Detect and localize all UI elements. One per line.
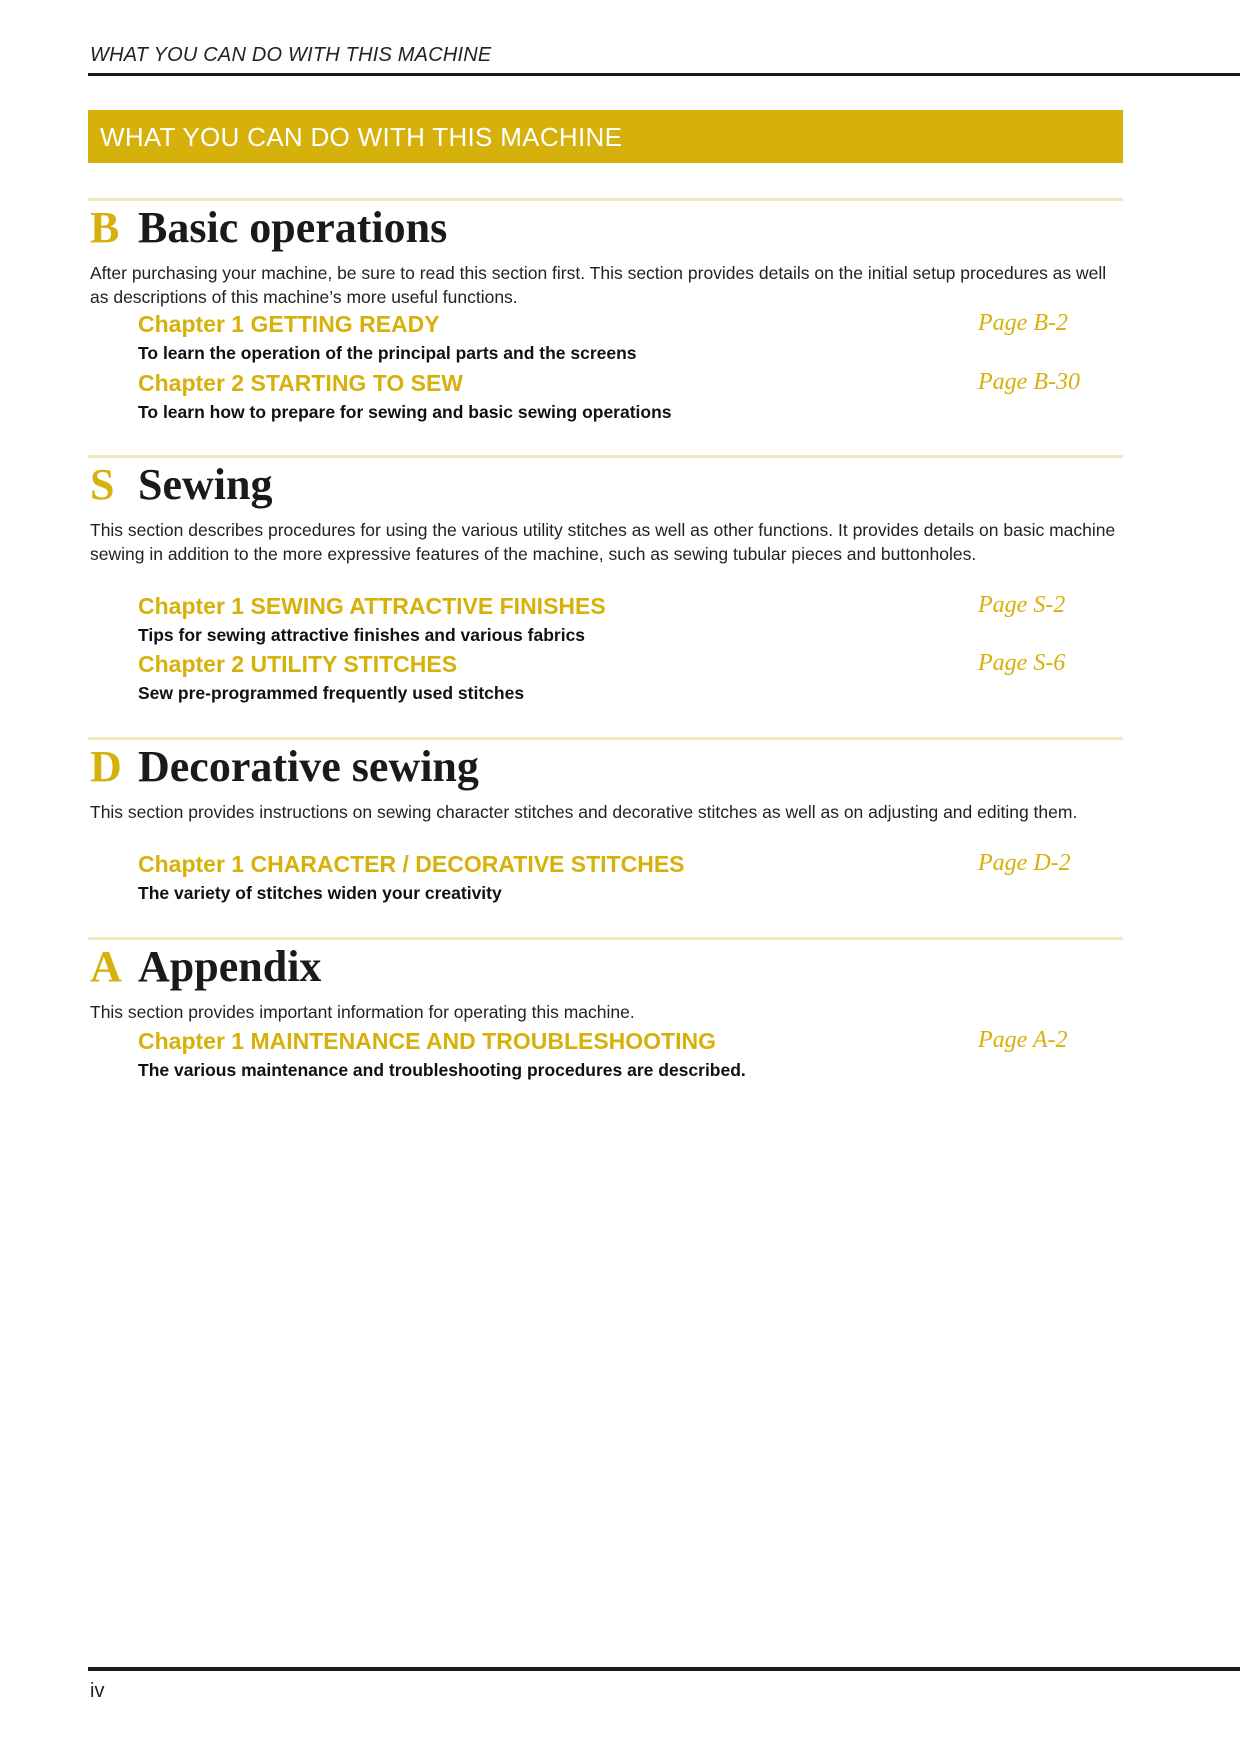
chapter-description: The various maintenance and troubleshooting procedures are described. (138, 1060, 746, 1080)
chapter-description: The variety of stitches widen your creativity (138, 883, 502, 903)
chapter-title[interactable]: Chapter 1 MAINTENANCE AND TROUBLESHOOTING (138, 1028, 716, 1054)
page-banner (88, 110, 1123, 163)
chapter-entry[interactable] (138, 851, 1118, 909)
chapter-title[interactable]: Chapter 1 SEWING ATTRACTIVE FINISHES (138, 593, 606, 619)
chapter-page-ref[interactable]: Page B-30 (978, 369, 1080, 395)
chapter-title[interactable]: Chapter 2 UTILITY STITCHES (138, 651, 458, 677)
section-title: Sewing (138, 460, 273, 509)
running-header: WHAT YOU CAN DO WITH THIS MACHINE (90, 44, 492, 66)
banner-title: WHAT YOU CAN DO WITH THIS MACHINE (100, 122, 623, 152)
section-title: Basic operations (138, 203, 448, 252)
section-heading (90, 941, 321, 993)
chapter-entry[interactable] (138, 311, 1118, 369)
chapter-page-ref[interactable]: Page B-2 (978, 310, 1068, 336)
section-heading (90, 741, 479, 793)
section-letter: A (90, 942, 122, 991)
section-letter: S (90, 460, 115, 509)
chapter-page-ref[interactable]: Page D-2 (978, 850, 1071, 876)
section-decorative-sewing (88, 737, 1123, 917)
section-basic-operations (88, 198, 1123, 428)
chapter-entry[interactable] (138, 1028, 1118, 1086)
section-letter: B (90, 203, 120, 252)
chapter-page-ref[interactable]: Page S-6 (978, 650, 1066, 676)
chapter-title[interactable]: Chapter 1 GETTING READY (138, 311, 440, 337)
section-description: After purchasing your machine, be sure to read this section first. This section provides details on the initial setup procedures as well as descriptions of this machine’s more useful functions. (90, 263, 1107, 307)
page-number: iv (90, 1680, 105, 1702)
section-letter: D (90, 742, 122, 791)
chapter-entry[interactable] (138, 651, 1118, 709)
section-description: This section provides important information for operating this machine. (90, 1002, 635, 1022)
chapter-description: To learn the operation of the principal parts and the screens (138, 343, 637, 363)
section-divider (88, 937, 1123, 940)
section-divider (88, 198, 1123, 201)
section-sewing (88, 455, 1123, 705)
section-divider (88, 455, 1123, 458)
chapter-page-ref[interactable]: Page A-2 (978, 1027, 1068, 1053)
chapter-entry[interactable] (138, 370, 1118, 428)
header-rule (88, 73, 1240, 76)
chapter-description: To learn how to prepare for sewing and basic sewing operations (138, 402, 672, 422)
chapter-title[interactable]: Chapter 2 STARTING TO SEW (138, 370, 464, 396)
section-description: This section describes procedures for using the various utility stitches as well as other functions. It provides details on basic machine sewing in addition to the more expressive features of the machine, such as sewing tubular pieces and buttonholes. (90, 520, 1116, 564)
section-divider (88, 737, 1123, 740)
chapter-description: Tips for sewing attractive finishes and various fabrics (138, 625, 586, 645)
chapter-description: Sew pre-programmed frequently used stitches (138, 683, 525, 703)
chapter-title[interactable]: Chapter 1 CHARACTER / DECORATIVE STITCHES (138, 851, 685, 877)
section-title: Appendix (138, 942, 322, 991)
footer-rule (88, 1667, 1240, 1671)
section-title: Decorative sewing (138, 742, 479, 791)
section-heading (90, 459, 272, 511)
chapter-page-ref[interactable]: Page S-2 (978, 592, 1066, 618)
section-heading (90, 202, 447, 254)
chapter-entry[interactable] (138, 593, 1118, 651)
section-description: This section provides instructions on sewing character stitches and decorative stitches as well as on adjusting and editing them. (90, 802, 1078, 822)
section-appendix (88, 937, 1123, 1097)
